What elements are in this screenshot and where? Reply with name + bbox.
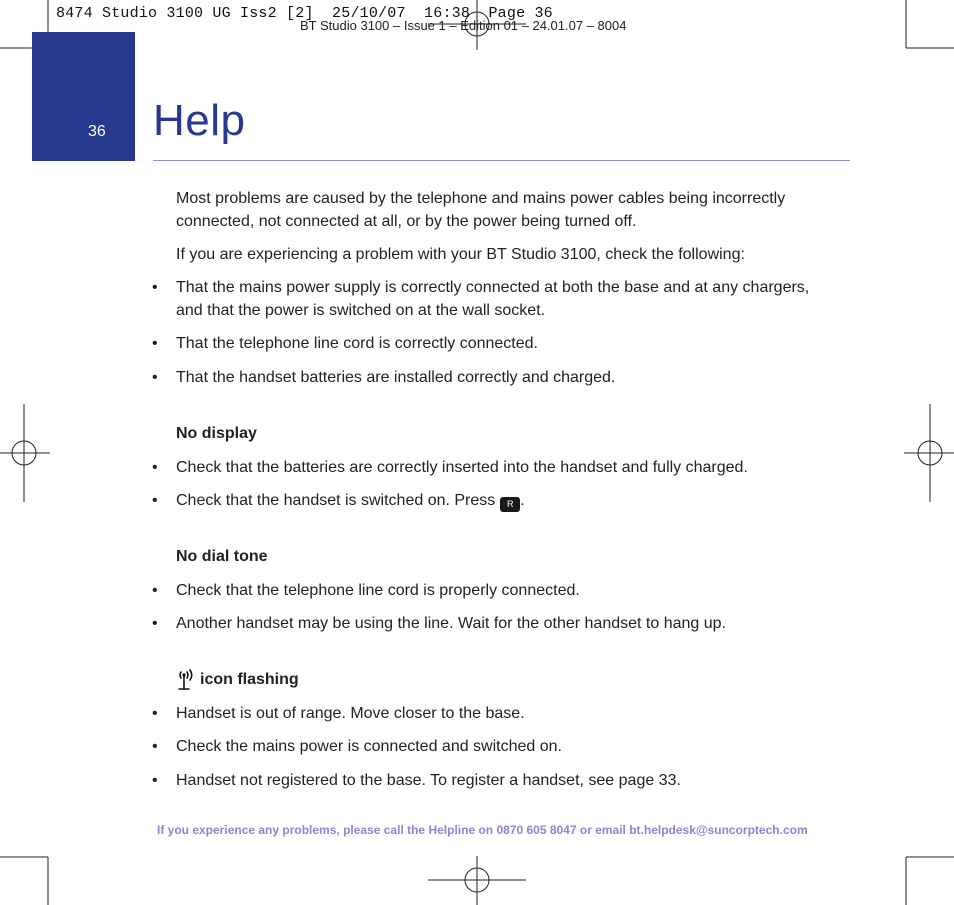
intro-paragraph: If you are experiencing a problem with your BT Studio 3100, check the following: xyxy=(176,246,745,263)
section-heading-icon-flashing: icon flashing xyxy=(200,671,299,688)
list-item: That the telephone line cord is correctly connected. xyxy=(176,335,538,352)
list-item: That the mains power supply is correctly connected at both the base and at any chargers, and that the power is switched on at the wall socket. xyxy=(176,279,810,319)
page-title: Help xyxy=(153,96,246,145)
intro-paragraph: Most problems are caused by the telephone and mains power cables being incorrectly connected, not connected at all, or by the power being turned off. xyxy=(176,190,786,230)
bullet-dot: • xyxy=(152,335,158,352)
page-tab xyxy=(32,32,135,161)
recall-power-key-icon: R xyxy=(500,497,520,512)
title-rule xyxy=(153,160,850,161)
bullet-dot: • xyxy=(152,738,158,755)
antenna-signal-icon xyxy=(176,668,198,692)
registration-mark-left xyxy=(0,404,50,502)
helpline-footer: If you experience any problems, please call the Helpline on 0870 605 8047 or email bt.helpdesk@suncorptech.com xyxy=(157,823,808,837)
list-item-text: Check that the handset is switched on. Press xyxy=(176,492,496,509)
bullet-dot: • xyxy=(152,615,158,632)
bullet-dot: • xyxy=(152,705,158,722)
bullet-dot: • xyxy=(152,772,158,789)
print-slug-line: 8474 Studio 3100 UG Iss2 [2] 25/10/07 16:38 Page 36 xyxy=(56,5,553,22)
list-item-suffix: . xyxy=(520,492,525,509)
registration-mark-bottom xyxy=(428,856,526,905)
bullet-dot: • xyxy=(152,369,158,386)
list-item: Check that the telephone line cord is properly connected. xyxy=(176,582,580,599)
section-heading-no-display: No display xyxy=(176,425,257,442)
list-item: Handset is out of range. Move closer to the base. xyxy=(176,705,525,722)
list-item: Handset not registered to the base. To register a handset, see page 33. xyxy=(176,772,681,789)
list-item: Check the mains power is connected and switched on. xyxy=(176,738,562,755)
list-item: That the handset batteries are installed correctly and charged. xyxy=(176,369,616,386)
bullet-dot: • xyxy=(152,279,158,296)
bullet-dot: • xyxy=(152,582,158,599)
list-item: Another handset may be using the line. Wait for the other handset to hang up. xyxy=(176,615,726,632)
list-item: Check that the batteries are correctly inserted into the handset and fully charged. xyxy=(176,459,748,476)
bullet-dot: • xyxy=(152,492,158,509)
list-item xyxy=(176,490,836,513)
edition-line: BT Studio 3100 – Issue 1 – Edition 01 – 24.01.07 – 8004 xyxy=(300,18,627,33)
page-number: 36 xyxy=(88,123,106,140)
section-heading-no-dial-tone: No dial tone xyxy=(176,548,268,565)
registration-mark-right xyxy=(904,404,954,502)
bullet-dot: • xyxy=(152,459,158,476)
